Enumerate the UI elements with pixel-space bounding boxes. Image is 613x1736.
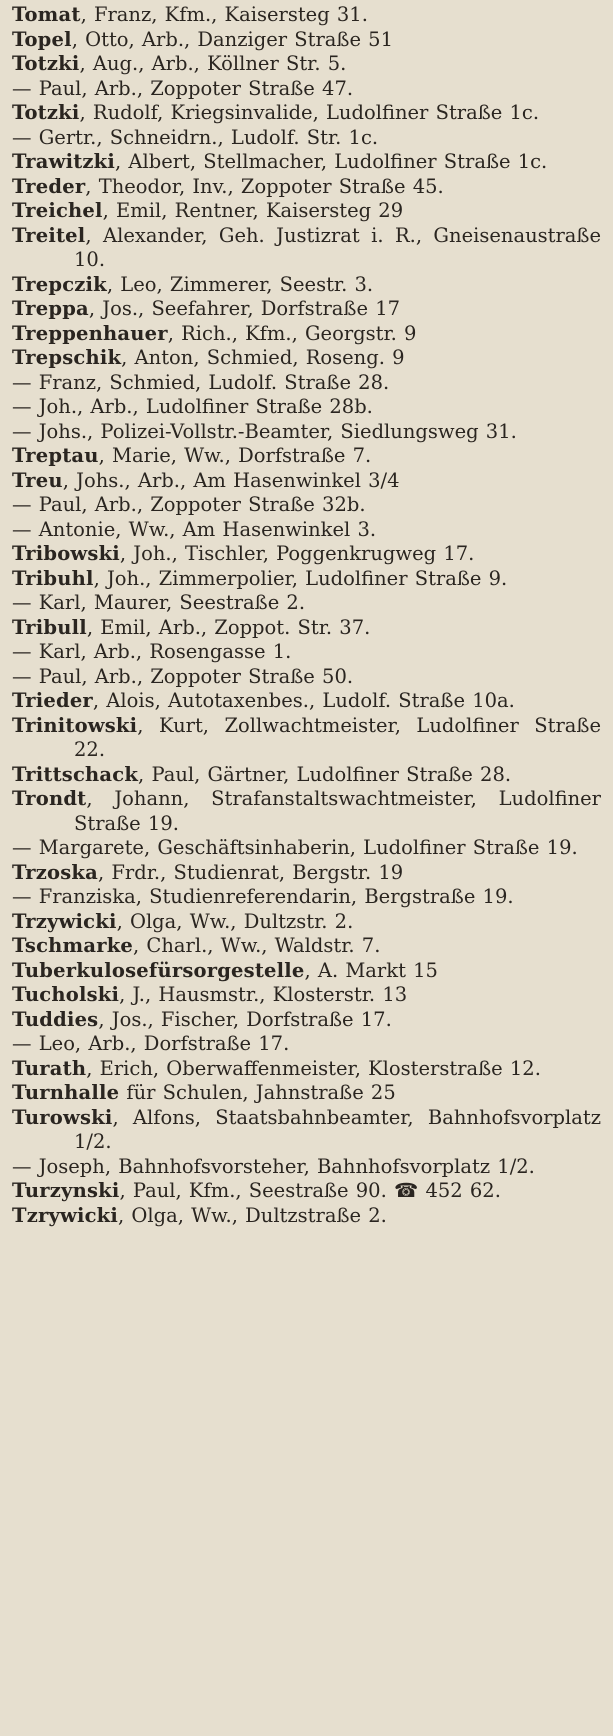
entry-surname: Trawitzki: [12, 150, 115, 173]
entry-surname: Topel: [12, 27, 72, 51]
entry-details: , A. Markt 15: [304, 958, 438, 982]
entry-details: , J., Hausmstr., Klosterstr. 13: [119, 983, 408, 1006]
entry-details: Antonie, Ww., Am Hasenwinkel 3.: [31, 517, 377, 541]
entry-dash: —: [12, 1154, 32, 1178]
directory-entry: [12, 542, 601, 567]
entry-details: Franz, Schmied, Ludolf. Straße 28.: [31, 370, 390, 394]
entry-surname: Tzrywicki: [12, 1203, 118, 1227]
directory-entry: [12, 273, 601, 298]
entry-details: Joh., Arb., Ludolfiner Straße 28b.: [31, 395, 373, 418]
entry-details: für Schulen, Jahnstraße 25: [119, 1081, 396, 1104]
directory-entry: [12, 420, 601, 445]
entry-details: , Frdr., Studienrat, Bergstr. 19: [97, 860, 404, 884]
directory-entry: [12, 150, 601, 175]
entry-details: , Jos., Seefahrer, Dorfstraße 17: [88, 297, 401, 320]
entry-details: , Emil, Rentner, Kaisersteg 29: [102, 199, 404, 222]
directory-entry: [12, 126, 601, 151]
directory-entry: [12, 371, 601, 396]
directory-entry: [12, 322, 601, 347]
directory-entry: [12, 395, 601, 420]
entry-details: , Alfons, Staatsbahnbeamter, Bahnhofsvorplatz 1/2.: [74, 1105, 601, 1153]
entry-details: , Marie, Ww., Dorfstraße 7.: [98, 444, 372, 467]
entry-details: , Joh., Tischler, Poggenkrugweg 17.: [119, 542, 475, 565]
entry-surname: Trepczik: [12, 272, 107, 296]
directory-entry: [12, 1057, 601, 1082]
entry-surname: Trittschack: [12, 762, 139, 786]
entry-details: , Franz, Kfm., Kaisersteg 31.: [80, 3, 368, 26]
entry-dash: —: [12, 125, 32, 149]
directory-entry: [12, 493, 601, 518]
entry-dash: —: [12, 591, 32, 614]
directory-entry: [12, 959, 601, 984]
entry-surname: Turath: [12, 1056, 87, 1080]
entry-dash: —: [12, 640, 32, 663]
directory-entry: [12, 346, 601, 371]
entry-surname: Tucholski: [12, 983, 120, 1006]
entry-details: Franziska, Studienreferendarin, Bergstraße 19.: [31, 885, 514, 908]
directory-entry: [12, 1106, 601, 1155]
entry-surname: Tribuhl: [12, 566, 94, 590]
entry-details: Gertr., Schneidrn., Ludolf. Str. 1c.: [31, 125, 379, 149]
directory-entry: [12, 1204, 601, 1229]
directory-entry: [12, 983, 601, 1008]
entry-surname: Trondt: [12, 787, 87, 810]
entry-dash: —: [12, 395, 32, 418]
entry-surname: Tribowski: [12, 542, 120, 565]
entry-details: , Paul, Kfm., Seestraße 90. ☎ 452 62.: [119, 1179, 501, 1202]
directory-entry: [12, 1155, 601, 1180]
directory-entry: [12, 934, 601, 959]
entry-dash: —: [12, 517, 32, 541]
entry-details: , Emil, Arb., Zoppot. Str. 37.: [86, 615, 371, 639]
entry-details: , Kurt, Zollwachtmeister, Ludolfiner Straße 22.: [74, 713, 601, 761]
entry-details: , Olga, Ww., Dultzstr. 2.: [116, 909, 354, 933]
entry-surname: Turnhalle: [12, 1081, 120, 1104]
entry-surname: Trzoska: [12, 860, 98, 884]
entry-dash: —: [12, 493, 32, 516]
entry-surname: Turzynski: [12, 1179, 120, 1202]
entry-details: Paul, Arb., Zoppoter Straße 47.: [31, 76, 354, 100]
entry-details: , Albert, Stellmacher, Ludolfiner Straße 1c.: [115, 150, 548, 173]
directory-entry: [12, 836, 601, 861]
directory-entry: [12, 52, 601, 77]
entry-surname: Trinitowski: [12, 713, 138, 737]
directory-entry: [12, 616, 601, 641]
directory-entry: [12, 567, 601, 592]
entry-details: Johs., Polizei-Vollstr.-Beamter, Siedlungsweg 31.: [31, 419, 517, 443]
entry-details: Paul, Arb., Zoppoter Straße 32b.: [31, 493, 366, 516]
entry-surname: Trepschik: [12, 346, 122, 369]
directory-entry: [12, 77, 601, 102]
directory-entry: [12, 199, 601, 224]
directory-entry: [12, 1081, 601, 1106]
entry-dash: —: [12, 76, 32, 100]
entry-details: , Erich, Oberwaffenmeister, Klosterstraße 12.: [86, 1056, 541, 1080]
entry-details: , Rich., Kfm., Georgstr. 9: [167, 321, 417, 345]
entry-details: , Anton, Schmied, Roseng. 9: [121, 346, 405, 369]
entry-details: Joseph, Bahnhofsvorsteher, Bahnhofsvorplatz 1/2.: [31, 1154, 535, 1178]
directory-entry: [12, 224, 601, 273]
entry-dash: —: [12, 370, 32, 394]
entry-surname: Treptau: [12, 444, 99, 467]
entry-details: , Alois, Autotaxenbes., Ludolf. Straße 10a.: [92, 689, 515, 712]
entry-surname: Tuddies: [12, 1007, 99, 1031]
entry-surname: Totzki: [12, 101, 80, 124]
entry-details: , Theodor, Inv., Zoppoter Straße 45.: [85, 174, 444, 198]
entry-details: , Leo, Zimmerer, Seestr. 3.: [106, 272, 374, 296]
directory-entry: [12, 787, 601, 836]
entry-dash: —: [12, 419, 32, 443]
entry-surname: Trieder: [12, 689, 93, 712]
entry-surname: Treichel: [12, 199, 103, 222]
entry-details: , Rudolf, Kriegsinvalide, Ludolfiner Straße 1c.: [79, 101, 540, 124]
directory-entry: [12, 689, 601, 714]
directory-entry-list: [12, 3, 601, 1228]
directory-entry: [12, 101, 601, 126]
entry-details: , Paul, Gärtner, Ludolfiner Straße 28.: [138, 762, 512, 786]
directory-entry: [12, 885, 601, 910]
entry-surname: Trzywicki: [12, 909, 117, 933]
directory-entry: [12, 297, 601, 322]
directory-entry: [12, 175, 601, 200]
entry-dash: —: [12, 1032, 32, 1055]
directory-entry: [12, 763, 601, 788]
entry-surname: Turowski: [12, 1105, 113, 1129]
directory-entry: [12, 444, 601, 469]
entry-details: , Joh., Zimmerpolier, Ludolfiner Straße 9.: [93, 566, 508, 590]
entry-details: , Alexander, Geh. Justizrat i. R., Gneisenaustraße 10.: [74, 223, 601, 271]
directory-entry: [12, 714, 601, 763]
directory-entry: [12, 1179, 601, 1204]
directory-entry: [12, 665, 601, 690]
entry-details: Karl, Maurer, Seestraße 2.: [31, 591, 306, 614]
entry-details: , Charl., Ww., Waldstr. 7.: [133, 934, 381, 957]
entry-surname: Tomat: [12, 3, 81, 26]
entry-dash: —: [12, 836, 32, 859]
entry-dash: —: [12, 664, 32, 688]
entry-surname: Treitel: [12, 223, 86, 247]
entry-surname: Totzki: [12, 52, 80, 75]
entry-surname: Tribull: [12, 615, 87, 639]
entry-surname: Treppa: [12, 297, 89, 320]
entry-details: , Otto, Arb., Danziger Straße 51: [71, 27, 393, 51]
entry-details: Paul, Arb., Zoppoter Straße 50.: [31, 664, 354, 688]
directory-entry: [12, 1032, 601, 1057]
directory-entry: [12, 910, 601, 935]
entry-details: Margarete, Geschäftsinhaberin, Ludolfiner Straße 19.: [31, 836, 578, 859]
directory-entry: [12, 28, 601, 53]
entry-surname: Tschmarke: [12, 934, 134, 957]
entry-details: , Jos., Fischer, Dorfstraße 17.: [98, 1007, 392, 1031]
entry-dash: —: [12, 885, 32, 908]
directory-entry: [12, 861, 601, 886]
entry-details: Leo, Arb., Dorfstraße 17.: [31, 1032, 290, 1055]
directory-entry: [12, 469, 601, 494]
entry-surname: Treder: [12, 174, 86, 198]
entry-details: , Johann, Strafanstaltswachtmeister, Ludolfiner Straße 19.: [74, 787, 601, 835]
directory-entry: [12, 640, 601, 665]
directory-entry: [12, 591, 601, 616]
entry-details: , Johs., Arb., Am Hasenwinkel 3/4: [62, 468, 400, 492]
entry-details: , Aug., Arb., Köllner Str. 5.: [79, 52, 347, 75]
entry-surname: Tuberkulosefürsorgestelle: [12, 958, 305, 982]
entry-details: , Olga, Ww., Dultzstraße 2.: [117, 1203, 387, 1227]
directory-entry: [12, 518, 601, 543]
directory-entry: [12, 3, 601, 28]
entry-details: Karl, Arb., Rosengasse 1.: [31, 640, 292, 663]
directory-entry: [12, 1008, 601, 1033]
entry-surname: Treppenhauer: [12, 321, 168, 345]
entry-surname: Treu: [12, 468, 63, 492]
